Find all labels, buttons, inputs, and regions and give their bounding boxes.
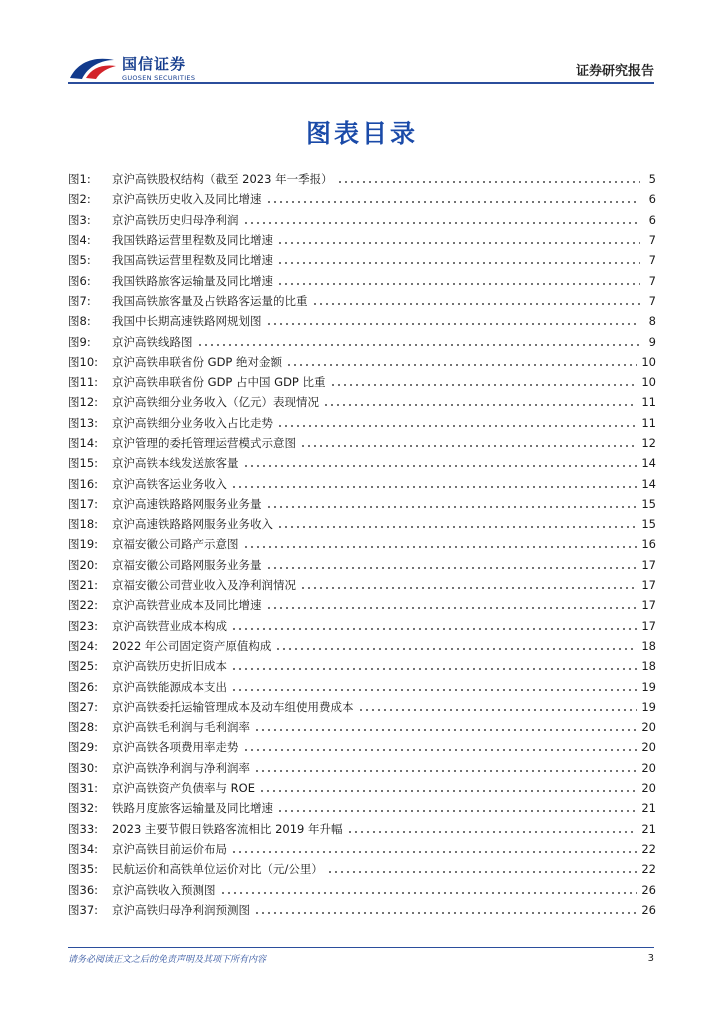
toc-entry[interactable] (68, 230, 656, 250)
logo-chinese-name: 国信证券 (122, 55, 187, 73)
toc-dot-leader (254, 770, 637, 772)
toc-figure-label: 图19: (68, 537, 99, 552)
toc-dot-leader (266, 506, 638, 508)
toc-figure-title: 京沪高铁归母净利润预测图 (112, 902, 250, 917)
toc-figure-label: 图1: (68, 172, 91, 187)
toc-figure-title: 京沪高铁线路图 (112, 334, 193, 349)
toc-figure-title: 京沪高铁客运业务收入 (112, 476, 227, 491)
toc-figure-label: 图29: (68, 740, 99, 755)
toc-figure-title: 京沪高铁资产负债率与 ROE (112, 781, 255, 796)
toc-dot-leader (286, 364, 637, 366)
toc-page-number: 20 (641, 760, 656, 775)
toc-page-number: 26 (641, 902, 656, 917)
toc-figure-label: 图8: (68, 314, 91, 329)
toc-figure-label: 图12: (68, 395, 99, 410)
toc-dot-leader (259, 790, 637, 792)
toc-entry[interactable] (68, 534, 656, 554)
toc-page-number: 10 (641, 375, 656, 390)
toc-page-number: 7 (648, 293, 656, 308)
toc-page-number: 7 (648, 253, 656, 268)
toc-figure-label: 图2: (68, 192, 91, 207)
toc-entry[interactable] (68, 575, 656, 595)
toc-figure-title: 京沪高速铁路路网服务业务收入 (112, 517, 273, 532)
toc-dot-leader (266, 323, 641, 325)
toc-figure-label: 图27: (68, 699, 99, 714)
toc-dot-leader (254, 912, 637, 914)
toc-figure-label: 图23: (68, 618, 99, 633)
toc-entry[interactable] (68, 717, 656, 737)
toc-entry[interactable] (68, 372, 656, 392)
toc-figure-title: 京沪高铁历史收入及同比增速 (112, 192, 262, 207)
toc-figure-label: 图28: (68, 720, 99, 735)
toc-figure-label: 图9: (68, 334, 91, 349)
toc-figure-title: 京沪高铁委托运输管理成本及动车组使用费成本 (112, 699, 354, 714)
toc-figure-label: 图24: (68, 638, 99, 653)
guosen-logo-icon (68, 52, 118, 82)
figure-index (68, 169, 656, 920)
toc-dot-leader (327, 871, 637, 873)
toc-figure-label: 图10: (68, 354, 99, 369)
toc-figure-label: 图34: (68, 841, 99, 856)
toc-figure-title: 京沪高铁股权结构（截至 2023 年一季报） (112, 172, 333, 187)
toc-figure-title: 京沪高铁各项费用率走势 (112, 740, 239, 755)
toc-figure-title: 京沪高铁细分业务收入（亿元）表现情况 (112, 395, 319, 410)
toc-figure-title: 我国中长期高速铁路网规划图 (112, 314, 262, 329)
toc-entry[interactable] (68, 859, 656, 879)
toc-entry[interactable] (68, 433, 656, 453)
toc-figure-title: 京沪高速铁路路网服务业务量 (112, 496, 262, 511)
toc-page-number: 18 (641, 659, 656, 674)
toc-dot-leader (300, 587, 637, 589)
toc-dot-leader (243, 546, 638, 548)
toc-entry[interactable] (68, 798, 656, 818)
toc-page-number: 8 (648, 314, 656, 329)
toc-figure-title: 京沪高铁毛利润与毛利润率 (112, 720, 250, 735)
toc-entry[interactable] (68, 311, 656, 331)
toc-figure-label: 图21: (68, 578, 99, 593)
toc-page-number: 10 (641, 354, 656, 369)
toc-dot-leader (231, 689, 637, 691)
toc-entry[interactable] (68, 839, 656, 859)
toc-entry[interactable] (68, 636, 656, 656)
toc-dot-leader (266, 607, 638, 609)
toc-figure-label: 图30: (68, 760, 99, 775)
toc-page-number: 6 (648, 212, 656, 227)
toc-figure-label: 图37: (68, 902, 99, 917)
toc-figure-label: 图20: (68, 557, 99, 572)
toc-dot-leader (231, 628, 637, 630)
toc-page-number: 20 (641, 720, 656, 735)
toc-figure-title: 我国高铁运营里程数及同比增速 (112, 253, 273, 268)
toc-page-number: 7 (648, 233, 656, 248)
toc-dot-leader (243, 465, 638, 467)
toc-page-number: 6 (648, 192, 656, 207)
toc-page-number: 11 (641, 395, 656, 410)
toc-dot-leader (275, 648, 637, 650)
toc-figure-title: 京沪高铁本线发送旅客量 (112, 456, 239, 471)
toc-page-number: 21 (641, 801, 656, 816)
logo-english-name: GUOSEN SECURITIES (122, 74, 196, 82)
toc-page-number: 9 (648, 334, 656, 349)
toc-figure-title: 铁路月度旅客运输量及同比增速 (112, 801, 273, 816)
toc-entry[interactable] (68, 819, 656, 839)
toc-entry[interactable] (68, 758, 656, 778)
toc-figure-title: 京福安徽公司路产示意图 (112, 537, 239, 552)
toc-dot-leader (337, 181, 640, 183)
toc-dot-leader (277, 283, 640, 285)
toc-figure-title: 京沪管理的委托管理运营模式示意图 (112, 436, 296, 450)
toc-page-number: 17 (641, 557, 656, 572)
toc-figure-label: 图33: (68, 821, 99, 836)
toc-figure-label: 图3: (68, 212, 91, 227)
toc-page-number: 26 (641, 882, 656, 897)
page-number: 3 (647, 953, 654, 964)
toc-figure-title: 我国高铁旅客量及占铁路客运量的比重 (112, 293, 308, 308)
toc-dot-leader (243, 749, 638, 751)
toc-dot-leader (254, 729, 637, 731)
toc-dot-leader (197, 344, 641, 346)
toc-dot-leader (312, 303, 641, 305)
toc-entry[interactable] (68, 555, 656, 575)
toc-page-number: 22 (641, 841, 656, 856)
toc-entry[interactable] (68, 210, 656, 230)
toc-entry[interactable] (68, 413, 656, 433)
toc-page-number: 7 (648, 273, 656, 288)
header-divider (68, 82, 654, 84)
toc-figure-label: 图6: (68, 273, 91, 288)
toc-figure-title: 京沪高铁收入预测图 (112, 882, 216, 897)
toc-dot-leader (277, 526, 637, 528)
toc-dot-leader (277, 262, 640, 264)
toc-figure-label: 图4: (68, 233, 91, 248)
toc-figure-label: 图18: (68, 517, 99, 532)
toc-figure-label: 图25: (68, 659, 99, 674)
toc-figure-title: 京沪高铁串联省份 GDP 绝对金额 (112, 354, 283, 369)
toc-figure-title: 京沪高铁营业成本构成 (112, 618, 227, 633)
toc-page-number: 12 (641, 436, 656, 450)
toc-figure-label: 图36: (68, 882, 99, 897)
toc-entry[interactable] (68, 514, 656, 534)
disclaimer-text: 请务必阅读正文之后的免责声明及其项下所有内容 (68, 955, 267, 965)
page-title: 图表目录 (305, 119, 418, 148)
toc-figure-label: 图13: (68, 415, 99, 430)
toc-page-number: 19 (641, 699, 656, 714)
toc-page-number: 14 (641, 456, 656, 471)
footer-divider (68, 947, 654, 948)
toc-entry[interactable] (68, 473, 656, 493)
toc-dot-leader (231, 486, 637, 488)
toc-dot-leader (277, 810, 637, 812)
toc-figure-label: 图17: (68, 496, 99, 511)
toc-figure-label: 图31: (68, 781, 99, 796)
toc-dot-leader (266, 201, 641, 203)
toc-entry[interactable] (68, 189, 656, 209)
toc-figure-title: 民航运价和高铁单位运价对比（元/公里） (112, 862, 323, 877)
toc-dot-leader (243, 222, 641, 224)
toc-entry[interactable] (68, 392, 656, 412)
toc-dot-leader (330, 384, 638, 386)
toc-figure-title: 京沪高铁净利润与净利润率 (112, 760, 250, 775)
toc-entry[interactable] (68, 270, 656, 290)
toc-entry[interactable] (68, 879, 656, 899)
toc-page-number: 5 (648, 172, 656, 187)
toc-figure-label: 图26: (68, 679, 99, 694)
toc-page-number: 17 (641, 618, 656, 633)
toc-entry[interactable] (68, 697, 656, 717)
toc-figure-title: 京沪高铁历史归母净利润 (112, 212, 239, 227)
toc-figure-label: 图32: (68, 801, 99, 816)
toc-figure-label: 图14: (68, 436, 99, 450)
toc-entry[interactable] (68, 453, 656, 473)
toc-figure-title: 京福安徽公司路网服务业务量 (112, 557, 262, 572)
toc-figure-title: 京沪高铁串联省份 GDP 占中国 GDP 比重 (112, 375, 326, 390)
toc-page-number: 19 (641, 679, 656, 694)
toc-figure-title: 京沪高铁细分业务收入占比走势 (112, 415, 273, 430)
toc-page-number: 22 (641, 862, 656, 877)
toc-page-number: 21 (641, 821, 656, 836)
toc-dot-leader (266, 567, 638, 569)
toc-dot-leader (358, 709, 638, 711)
toc-entry[interactable] (68, 291, 656, 311)
toc-page-number: 15 (641, 517, 656, 532)
toc-figure-title: 我国铁路旅客运输量及同比增速 (112, 273, 273, 288)
company-logo (68, 50, 208, 86)
toc-figure-label: 图22: (68, 598, 99, 613)
toc-dot-leader (277, 425, 637, 427)
toc-figure-label: 图16: (68, 476, 99, 491)
toc-figure-label: 图7: (68, 293, 91, 308)
toc-entry[interactable] (68, 494, 656, 514)
toc-figure-title: 京沪高铁能源成本支出 (112, 679, 227, 694)
toc-dot-leader (231, 851, 637, 853)
toc-figure-label: 图35: (68, 862, 99, 877)
toc-entry[interactable] (68, 676, 656, 696)
toc-dot-leader (277, 242, 640, 244)
toc-figure-title: 我国铁路运营里程数及同比增速 (112, 233, 273, 248)
toc-figure-title: 2023 主要节假日铁路客流相比 2019 年升幅 (112, 821, 343, 836)
toc-page-number: 17 (641, 578, 656, 593)
toc-dot-leader (231, 668, 637, 670)
toc-entry[interactable] (68, 737, 656, 757)
toc-figure-title: 京沪高铁历史折旧成本 (112, 659, 227, 674)
toc-entry[interactable] (68, 616, 656, 636)
toc-entry[interactable] (68, 352, 656, 372)
toc-entry[interactable] (68, 778, 656, 798)
toc-entry[interactable] (68, 250, 656, 270)
toc-entry[interactable] (68, 331, 656, 351)
toc-dot-leader (347, 831, 638, 833)
toc-page-number: 17 (641, 598, 656, 613)
toc-figure-title: 京沪高铁营业成本及同比增速 (112, 598, 262, 613)
toc-dot-leader (300, 445, 637, 447)
toc-entry[interactable] (68, 169, 656, 189)
toc-figure-title: 京沪高铁目前运价布局 (112, 841, 227, 856)
toc-figure-label: 图11: (68, 375, 99, 390)
toc-entry[interactable] (68, 656, 656, 676)
toc-dot-leader (323, 404, 637, 406)
toc-entry[interactable] (68, 595, 656, 615)
toc-entry[interactable] (68, 900, 656, 920)
toc-page-number: 18 (641, 638, 656, 653)
toc-page-number: 16 (641, 537, 656, 552)
toc-page-number: 11 (641, 415, 656, 430)
toc-page-number: 20 (641, 781, 656, 796)
report-type-label: 证券研究报告 (575, 64, 654, 79)
toc-dot-leader (220, 892, 638, 894)
toc-page-number: 14 (641, 476, 656, 491)
toc-figure-label: 图15: (68, 456, 99, 471)
toc-page-number: 20 (641, 740, 656, 755)
toc-figure-label: 图5: (68, 253, 91, 268)
toc-page-number: 15 (641, 496, 656, 511)
toc-figure-title: 2022 年公司固定资产原值构成 (112, 638, 272, 653)
toc-figure-title: 京福安徽公司营业收入及净利润情况 (112, 578, 296, 593)
